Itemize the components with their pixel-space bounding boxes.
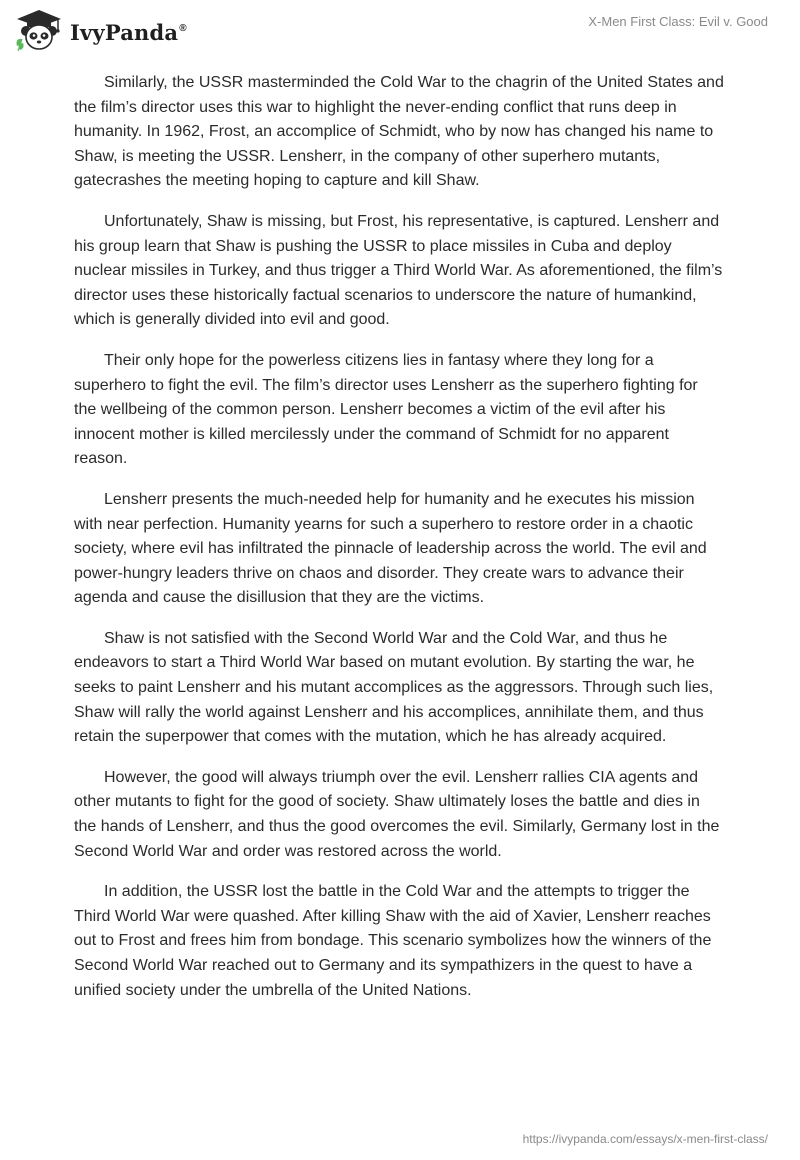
paragraph-3: Their only hope for the powerless citizens lies in fantasy where they long for a superhero to fight the evil. The film’s director uses Lensherr as the superhero fighting for the wellbeing of the common person. Lensherr becomes a victim of the evil after his innocent mother is killed mercilessly under the command of Schmidt for no apparent reason. [74,351,698,468]
ivypanda-logo[interactable] [14,8,187,52]
essay-body [74,71,724,1019]
paragraph-5: Shaw is not satisfied with the Second World War and the Cold War, and thus he endeavors to start a Third World War based on mutant evolution. By starting the war, he seeks to paint Lensherr and his mutant accomplices as the aggressors. Through such lies, Shaw will rally the world against Lensherr and his accomplices, annihilate them, and thus retain the superpower that comes with the mutation, which he has already acquired. [74,629,714,746]
document-title: X-Men First Class: Evil v. Good [588,14,768,29]
source-url-link[interactable]: https://ivypanda.com/essays/x-men-first-class/ [522,1132,768,1146]
brand-name [70,20,187,45]
paragraph-4: Lensherr presents the much-needed help for humanity and he executes his mission with near perfection. Humanity yearns for such a superhero to restore order in a chaotic society, where evil has infiltrated the pinnacle of leadership across the world. The evil and power-hungry leaders thrive on chaos and disorder. They create wars to advance their agenda and cause the disillusion that they are the victims. [74,490,707,607]
paragraph-7: In addition, the USSR lost the battle in the Cold War and the attempts to trigger the Third World War were quashed. After killing Shaw with the aid of Xavier, Lensherr reaches out to Frost and frees him from bondage. This scenario symbolizes how the winners of the Second World War reached out to Germany and its sympathizers in the quest to have a unified society under the umbrella of the United Nations. [74,883,712,999]
panda-graduate-icon [14,8,64,52]
page-header [0,0,800,60]
paragraph-2: Unfortunately, Shaw is missing, but Frost, his representative, is captured. Lensherr and his group learn that Shaw is pushing the USSR to place missiles in Cuba and deploy nuclear missiles in Turkey, and thus trigger a Third World War. As aforementioned, the film’s director uses these historically factual scenarios to underscore the nature of humankind, which is generally divided into evil and good. [74,212,723,329]
paragraph-6: However, the good will always triumph over the evil. Lensherr rallies CIA agents and other mutants to fight for the good of society. Shaw ultimately loses the battle and dies in the hands of Lensherr, and thus the good overcomes the evil. Similarly, Germany lost in the Second World War and order was restored across the world. [74,768,720,860]
paragraph-1: Similarly, the USSR masterminded the Cold War to the chagrin of the United States and the film’s director uses this war to highlight the never-ending conflict that runs deep in humanity. In 1962, Frost, an accomplice of Schmidt, who by now has changed his name to Shaw, is meeting the USSR. Lensherr, in the company of other superhero mutants, gatecrashes the meeting hoping to capture and kill Shaw. [74,74,724,190]
brand-name-text: IvyPanda [70,19,179,45]
registered-mark: ® [179,22,187,34]
